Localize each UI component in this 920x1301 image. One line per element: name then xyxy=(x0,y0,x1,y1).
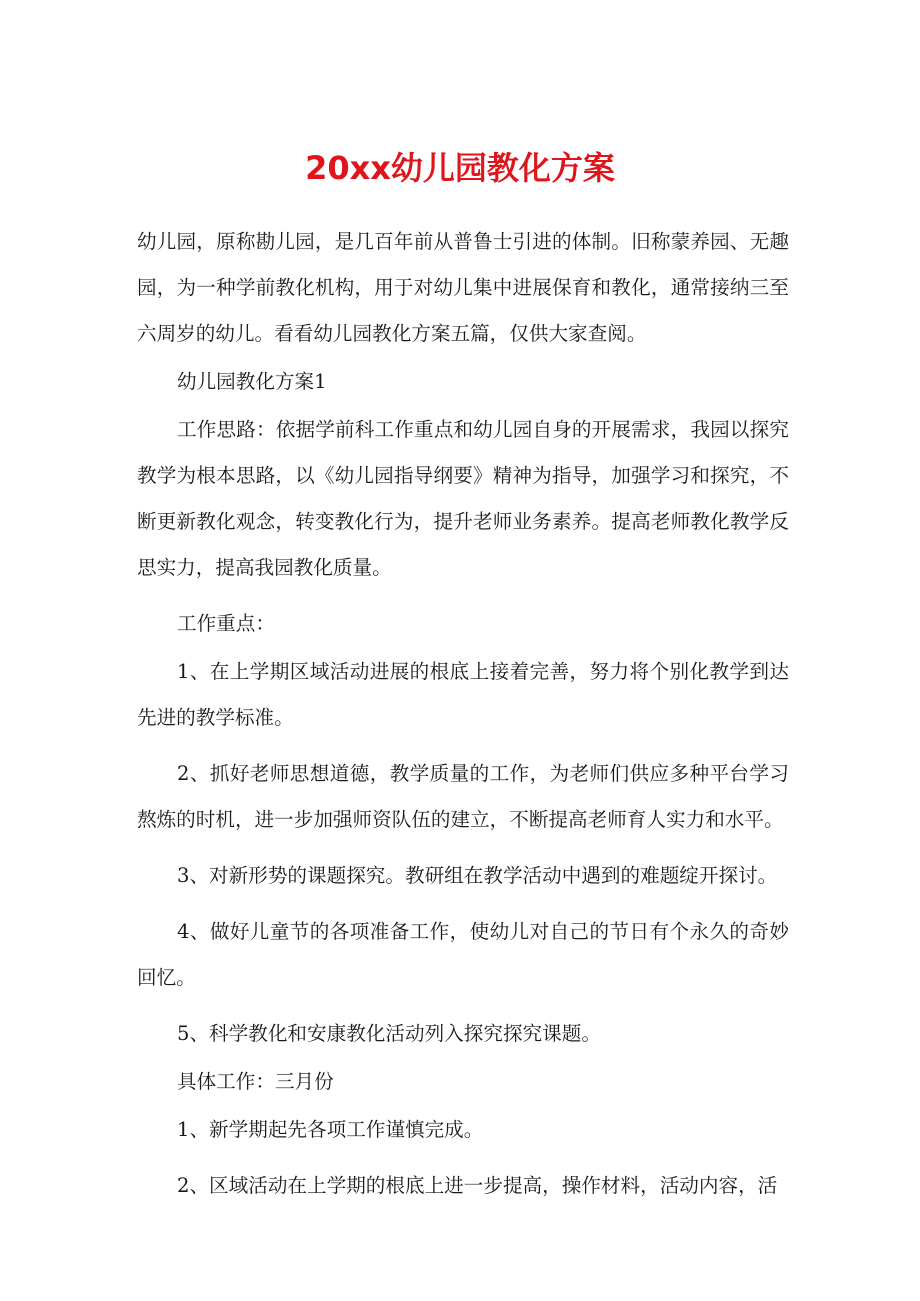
specific-work-heading: 具体工作：三月份 xyxy=(177,1070,334,1093)
march-item-2: 2、区域活动在上学期的根底上进一步提高，操作材料，活动内容，活 xyxy=(177,1174,778,1197)
document-title: 20xx幼儿园教化方案 xyxy=(305,149,615,187)
section-heading: 幼儿园教化方案1 xyxy=(177,370,327,393)
focus-item-5: 5、科学教化和安康教化活动列入探究探究课题。 xyxy=(177,1022,601,1045)
focus-item-2: 2、抓好老师思想道德，教学质量的工作，为老师们供应多种平台学习熬炼的时机，进一步加强师资队伍的建立，不断提高老师育人实力和水平。 xyxy=(137,762,789,831)
document-body xyxy=(137,219,789,1209)
work-approach-paragraph: 工作思路：依据学前科工作重点和幼儿园自身的开展需求，我园以探究教学为根本思路，以《幼儿园指导纲要》精神为指导，加强学习和探究，不断更新教化观念，转变教化行为，提升老师业务素养。提高老师教化教学反思实力，提高我园教化质量。 xyxy=(137,418,789,579)
focus-item-1: 1、在上学期区域活动进展的根底上接着完善，努力将个别化教学到达先进的教学标准。 xyxy=(137,660,789,729)
intro-paragraph: 幼儿园，原称勘儿园，是几百年前从普鲁士引进的体制。旧称蒙养园、无趣园，为一种学前教化机构，用于对幼儿集中进展保育和教化，通常接纳三至六周岁的幼儿。看看幼儿园教化方案五篇，仅供大家查阅。 xyxy=(137,230,789,345)
focus-item-3: 3、对新形势的课题探究。教研组在教学活动中遇到的难题绽开探讨。 xyxy=(177,864,778,887)
march-item-1: 1、新学期起先各项工作谨慎完成。 xyxy=(177,1118,484,1141)
focus-item-4: 4、做好儿童节的各项准备工作，使幼儿对自己的节日有个永久的奇妙回忆。 xyxy=(137,920,789,989)
work-focus-heading: 工作重点： xyxy=(177,612,275,635)
